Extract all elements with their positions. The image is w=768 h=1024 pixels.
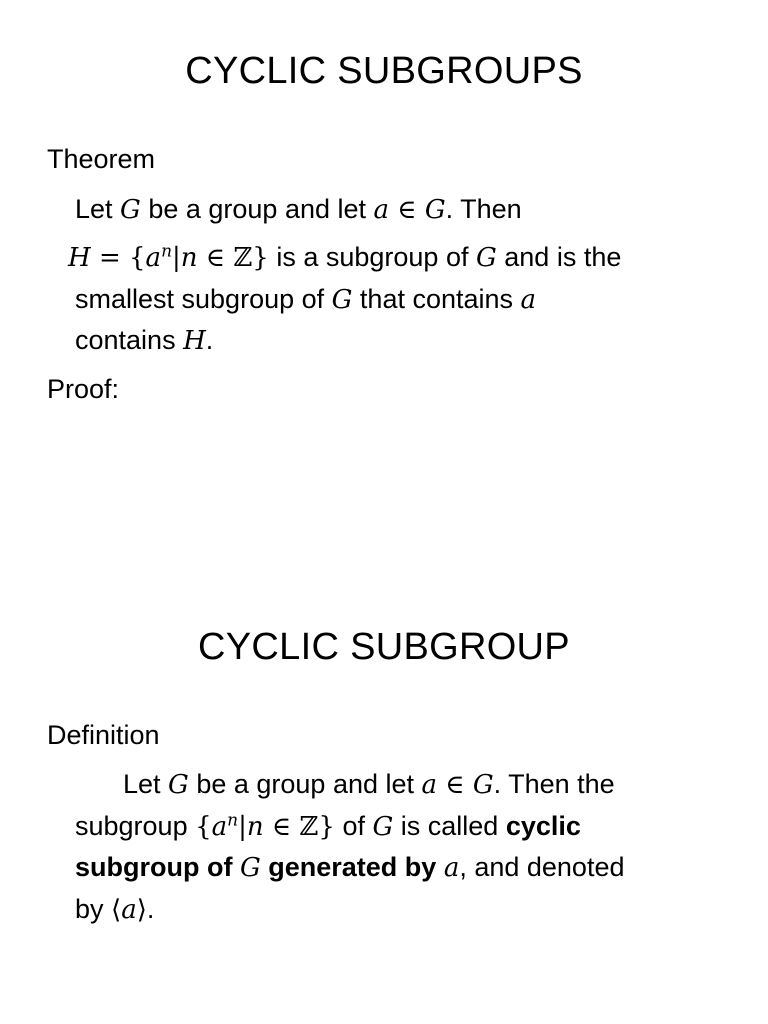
math-symbol: } [252, 243, 269, 273]
math-symbol: a [121, 895, 137, 925]
text: of [334, 811, 373, 841]
math-exponent: n [161, 241, 173, 262]
theorem-line-4 [75, 323, 213, 358]
text: . Then [445, 194, 522, 224]
text: Let [75, 194, 121, 224]
math-symbol: a [421, 770, 438, 800]
definition-line-3 [75, 850, 624, 885]
text: is called [393, 811, 506, 841]
math-symbol: ∈ [437, 770, 473, 800]
math-symbol: a [211, 812, 228, 842]
text: and is the [496, 242, 622, 272]
math-exponent: n [227, 810, 239, 831]
math-symbol: ∈ [389, 195, 425, 225]
text: . [205, 325, 214, 355]
text: , and denoted [459, 852, 625, 882]
math-symbol: H [68, 243, 91, 273]
text: by [75, 894, 112, 924]
slide-title: CYCLIC SUBGROUP [198, 626, 570, 668]
math-symbol: a [520, 285, 537, 315]
text: . Then the [493, 769, 615, 799]
definition-line-2 [75, 809, 581, 844]
bold-term: cyclic [505, 811, 581, 841]
math-symbol: a [373, 195, 390, 225]
math-symbol: { [195, 812, 212, 842]
math-symbol: G [472, 770, 494, 800]
math-symbol: a [443, 853, 460, 883]
text: be a group and let [188, 769, 422, 799]
theorem-line-2 [68, 240, 621, 275]
definition-line-1 [123, 767, 615, 802]
text: is a subgroup of [268, 242, 476, 272]
math-symbol: G [120, 195, 141, 225]
math-symbol: ℤ [233, 243, 253, 273]
math-symbol: n [246, 812, 264, 842]
definition-line-4 [75, 892, 154, 927]
proof-label: Proof: [47, 374, 120, 404]
math-symbol: ℤ [299, 812, 319, 842]
math-symbol: H [183, 326, 206, 356]
text: smallest subgroup of [75, 284, 332, 314]
math-symbol: ∈ [263, 812, 300, 842]
math-symbol: | [172, 243, 181, 273]
math-symbol: G [372, 812, 394, 842]
slide-definition [0, 512, 768, 1024]
text: be a group and let [140, 194, 374, 224]
text: . [146, 894, 155, 924]
bold-term: subgroup of [75, 852, 240, 882]
math-symbol: G [475, 243, 497, 273]
math-symbol: a [145, 243, 162, 273]
theorem-line-1 [75, 192, 522, 227]
theorem-heading: Theorem [47, 144, 156, 174]
math-symbol: ⟩ [136, 895, 147, 925]
math-symbol: n [180, 243, 198, 273]
math-symbol: | [238, 812, 247, 842]
math-symbol: G [168, 770, 189, 800]
math-symbol: G [331, 285, 353, 315]
definition-heading: Definition [47, 720, 160, 750]
bold-term: generated by [260, 852, 444, 882]
text: that contains [352, 284, 521, 314]
math-symbol: ⟨ [111, 895, 122, 925]
math-symbol: } [318, 812, 335, 842]
slide-title: CYCLIC SUBGROUPS [185, 50, 583, 92]
text: subgroup [75, 811, 196, 841]
math-symbol: G [239, 853, 261, 883]
math-symbol: ∈ [197, 243, 234, 273]
text: contains [75, 325, 184, 355]
math-symbol: G [424, 195, 446, 225]
text: Let [123, 769, 169, 799]
theorem-line-3 [75, 282, 536, 317]
math-symbol: = { [90, 243, 146, 273]
